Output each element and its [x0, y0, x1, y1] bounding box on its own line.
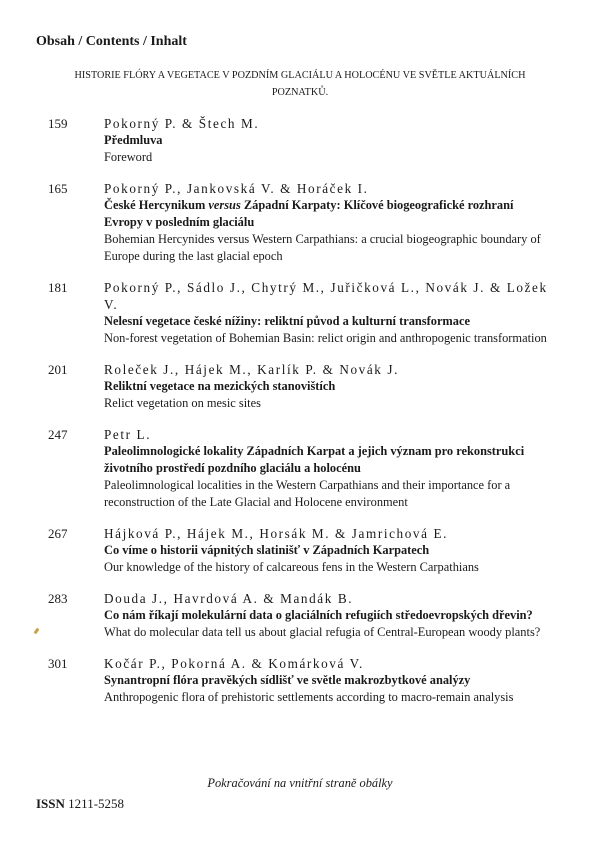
contents-entry — [48, 590, 548, 641]
entry-title-english: Our knowledge of the history of calcareous fens in the Western Carpathians — [104, 560, 479, 574]
entry-title-czech: Reliktní vegetace na mezických stanovištích — [104, 379, 336, 393]
entry-title-czech: Paleolimnologické lokality Západních Karpat a jejich význam pro rekonstrukci životního prostředí pozdního glaciálu a holocénu — [104, 444, 525, 475]
page-number: 201 — [48, 362, 68, 377]
entry-title-czech: České Hercynikum versus Západní Karpaty: Klíčové biogeografické rozhraní Evropy v posledním glaciálu — [104, 198, 514, 229]
entry-authors: Pokorný P., Sádlo J., Chytrý M., Juřičková L., Novák J. & Ložek V. — [104, 280, 548, 312]
entry-title-czech: Nelesní vegetace české nížiny: reliktní původ a kulturní transformace — [104, 314, 470, 328]
entry-authors: Hájková P., Hájek M., Horsák M. & Jamrichová E. — [104, 526, 449, 541]
entry-title-english: Non-forest vegetation of Bohemian Basin: relict origin and anthropogenic transformation — [104, 331, 547, 345]
contents-entry — [48, 655, 548, 706]
page-number: 159 — [48, 116, 68, 131]
page-number: 267 — [48, 526, 68, 541]
page-number: 283 — [48, 591, 68, 606]
print-speck — [34, 628, 40, 635]
page-number: 165 — [48, 181, 68, 196]
contents-entry — [48, 180, 548, 265]
page-number: 181 — [48, 280, 68, 295]
issn-label: ISSN — [36, 796, 65, 811]
contents-entry — [48, 115, 548, 166]
entry-title-czech: Co víme o historii vápnitých slatinišť v Západních Karpatech — [104, 543, 430, 557]
entry-title-czech: Předmluva — [104, 133, 163, 147]
entry-title-english: Relict vegetation on mesic sites — [104, 396, 261, 410]
contents-entry — [48, 426, 548, 511]
contents-entry — [48, 525, 548, 576]
issn-value: 1211-5258 — [68, 796, 125, 811]
entry-authors: Douda J., Havrdová A. & Mandák B. — [104, 591, 354, 606]
entry-authors: Pokorný P., Jankovská V. & Horáček I. — [104, 181, 369, 196]
continuation-note: Pokračování na vnitřní straně obálky — [207, 776, 393, 790]
entry-title-english: What do molecular data tell us about glacial refugia of Central-European woody plants? — [104, 625, 541, 639]
entry-title-english: Bohemian Hercynides versus Western Carpathians: a crucial biogeographic boundary of Europe during the last glacial epoch — [104, 232, 541, 263]
entry-authors: Kočár P., Pokorná A. & Komárková V. — [104, 656, 364, 671]
page-number: 247 — [48, 427, 68, 442]
contents-entry — [48, 279, 548, 347]
entry-title-czech: Synantropní flóra pravěkých sídlišť ve světle makrozbytkové analýzy — [104, 673, 471, 687]
contents-list — [48, 115, 548, 720]
page-number: 301 — [48, 656, 68, 671]
entry-title-english: Anthropogenic flora of prehistoric settlements according to macro-remain analysis — [104, 690, 514, 704]
entry-title-english: Paleolimnological localities in the Western Carpathians and their importance for a reconstruction of the Late Glacial and Holocene environment — [104, 478, 511, 509]
contents-entry — [48, 361, 548, 412]
contents-heading: Obsah / Contents / Inhalt — [36, 34, 187, 49]
issn-line — [36, 796, 124, 812]
series-title: HISTORIE FLÓRY A VEGETACE V POZDNÍM GLACIÁLU A HOLOCÉNU VE SVĚTLE AKTUÁLNÍCH POZNATKŮ. — [74, 70, 526, 98]
entry-authors: Petr L. — [104, 427, 152, 442]
entry-authors: Pokorný P. & Štech M. — [104, 116, 260, 131]
entry-title-czech: Co nám říkají molekulární data o glaciálních refugiích středoevropských dřevin? — [104, 608, 533, 622]
entry-authors: Roleček J., Hájek M., Karlík P. & Novák J. — [104, 362, 400, 377]
entry-title-english: Foreword — [104, 150, 153, 164]
